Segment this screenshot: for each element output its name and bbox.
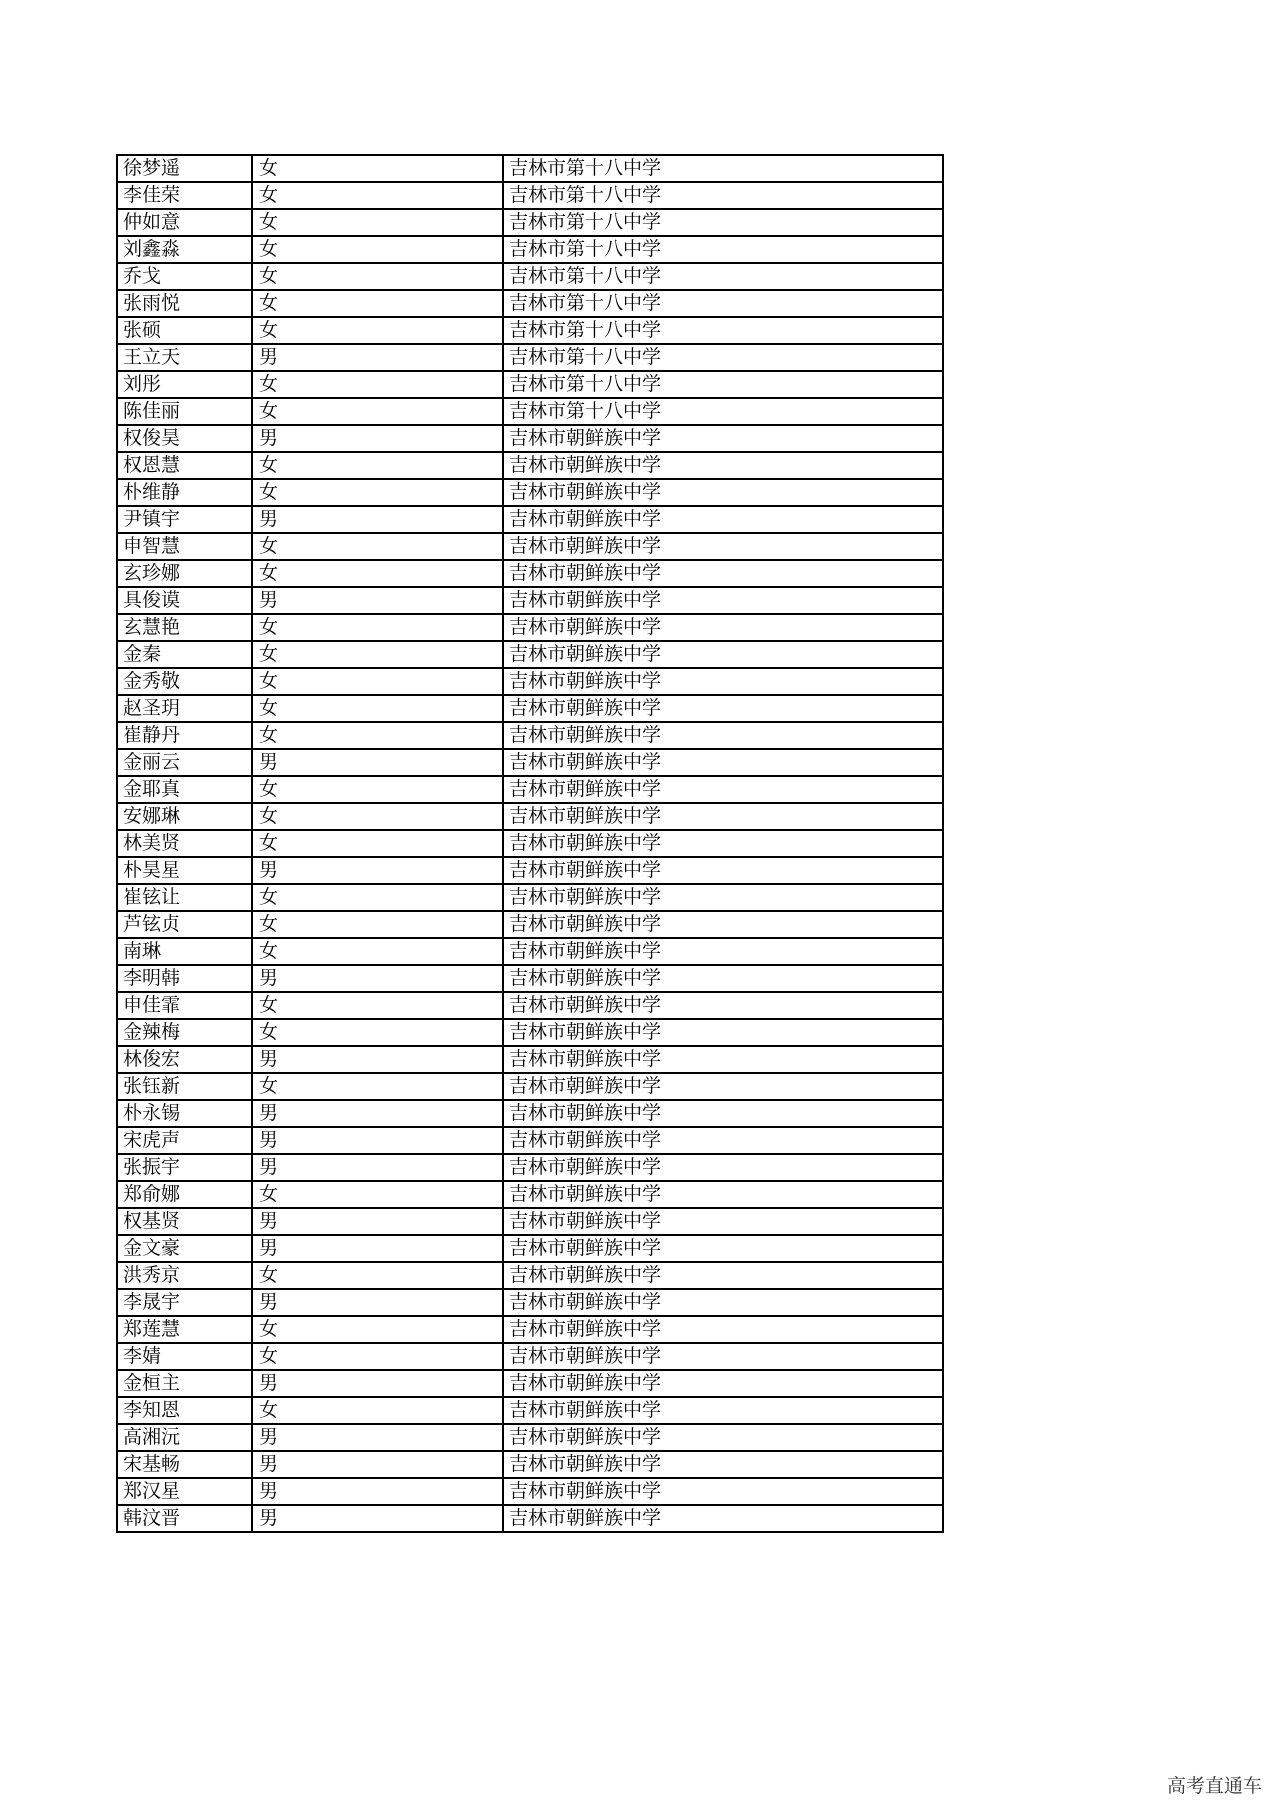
- gender-cell: 女: [252, 182, 503, 209]
- table-row: [117, 1424, 943, 1451]
- gender-cell: 男: [252, 587, 503, 614]
- student-name-cell: 金耶真: [117, 776, 252, 803]
- gender-cell: 女: [252, 992, 503, 1019]
- gender-cell: 女: [252, 290, 503, 317]
- school-cell: 吉林市朝鲜族中学: [503, 1127, 943, 1154]
- school-cell: 吉林市朝鲜族中学: [503, 1397, 943, 1424]
- school-cell: 吉林市第十八中学: [503, 155, 943, 182]
- student-name-cell: 王立天: [117, 344, 252, 371]
- gender-cell: 男: [252, 1451, 503, 1478]
- school-cell: 吉林市朝鲜族中学: [503, 965, 943, 992]
- school-cell: 吉林市朝鲜族中学: [503, 560, 943, 587]
- student-name-cell: 金桓主: [117, 1370, 252, 1397]
- gender-cell: 男: [252, 1478, 503, 1505]
- school-cell: 吉林市朝鲜族中学: [503, 1370, 943, 1397]
- school-cell: 吉林市朝鲜族中学: [503, 425, 943, 452]
- school-cell: 吉林市朝鲜族中学: [503, 1019, 943, 1046]
- table-row: [117, 965, 943, 992]
- table-row: [117, 1019, 943, 1046]
- student-name-cell: 乔戈: [117, 263, 252, 290]
- table-row: [117, 938, 943, 965]
- table-row: [117, 398, 943, 425]
- gender-cell: 女: [252, 452, 503, 479]
- school-cell: 吉林市朝鲜族中学: [503, 1343, 943, 1370]
- table-row: [117, 1343, 943, 1370]
- table-row: [117, 1370, 943, 1397]
- gender-cell: 女: [252, 911, 503, 938]
- student-name-cell: 李晟宇: [117, 1289, 252, 1316]
- school-cell: 吉林市朝鲜族中学: [503, 803, 943, 830]
- table-row: [117, 371, 943, 398]
- school-cell: 吉林市第十八中学: [503, 398, 943, 425]
- student-name-cell: 金文豪: [117, 1235, 252, 1262]
- table-row: [117, 290, 943, 317]
- student-list-body: [117, 155, 943, 1532]
- table-row: [117, 1289, 943, 1316]
- table-row: [117, 1451, 943, 1478]
- watermark-text: 高考直通车: [1166, 1775, 1262, 1797]
- table-row: [117, 749, 943, 776]
- gender-cell: 女: [252, 1397, 503, 1424]
- table-row: [117, 1181, 943, 1208]
- student-name-cell: 张钰新: [117, 1073, 252, 1100]
- school-cell: 吉林市朝鲜族中学: [503, 614, 943, 641]
- table-row: [117, 1073, 943, 1100]
- student-name-cell: 郑莲慧: [117, 1316, 252, 1343]
- school-cell: 吉林市朝鲜族中学: [503, 452, 943, 479]
- school-cell: 吉林市第十八中学: [503, 290, 943, 317]
- student-name-cell: 金辣梅: [117, 1019, 252, 1046]
- table-row: [117, 641, 943, 668]
- school-cell: 吉林市朝鲜族中学: [503, 1154, 943, 1181]
- table-row: [117, 560, 943, 587]
- school-cell: 吉林市朝鲜族中学: [503, 1478, 943, 1505]
- student-name-cell: 韩汶晋: [117, 1505, 252, 1532]
- student-name-cell: 朴维静: [117, 479, 252, 506]
- school-cell: 吉林市朝鲜族中学: [503, 641, 943, 668]
- gender-cell: 女: [252, 236, 503, 263]
- student-name-cell: 刘彤: [117, 371, 252, 398]
- table-row: [117, 1235, 943, 1262]
- school-cell: 吉林市朝鲜族中学: [503, 1316, 943, 1343]
- student-name-cell: 郑汉星: [117, 1478, 252, 1505]
- school-cell: 吉林市朝鲜族中学: [503, 857, 943, 884]
- student-name-cell: 李知恩: [117, 1397, 252, 1424]
- gender-cell: 女: [252, 803, 503, 830]
- school-cell: 吉林市朝鲜族中学: [503, 1046, 943, 1073]
- student-name-cell: 宋虎声: [117, 1127, 252, 1154]
- gender-cell: 男: [252, 1289, 503, 1316]
- gender-cell: 男: [252, 1100, 503, 1127]
- table-row: [117, 236, 943, 263]
- student-name-cell: 朴永锡: [117, 1100, 252, 1127]
- gender-cell: 男: [252, 1235, 503, 1262]
- student-name-cell: 金秀敬: [117, 668, 252, 695]
- table-row: [117, 182, 943, 209]
- gender-cell: 女: [252, 722, 503, 749]
- gender-cell: 女: [252, 1262, 503, 1289]
- school-cell: 吉林市朝鲜族中学: [503, 533, 943, 560]
- gender-cell: 女: [252, 830, 503, 857]
- table-row: [117, 587, 943, 614]
- school-cell: 吉林市朝鲜族中学: [503, 1073, 943, 1100]
- student-name-cell: 申智慧: [117, 533, 252, 560]
- school-cell: 吉林市朝鲜族中学: [503, 776, 943, 803]
- student-name-cell: 金丽云: [117, 749, 252, 776]
- student-name-cell: 具俊谟: [117, 587, 252, 614]
- school-cell: 吉林市朝鲜族中学: [503, 1262, 943, 1289]
- gender-cell: 女: [252, 533, 503, 560]
- school-cell: 吉林市朝鲜族中学: [503, 1235, 943, 1262]
- table-row: [117, 776, 943, 803]
- student-name-cell: 宋基畅: [117, 1451, 252, 1478]
- school-cell: 吉林市朝鲜族中学: [503, 992, 943, 1019]
- school-cell: 吉林市朝鲜族中学: [503, 1505, 943, 1532]
- student-name-cell: 徐梦遥: [117, 155, 252, 182]
- table-row: [117, 911, 943, 938]
- school-cell: 吉林市第十八中学: [503, 317, 943, 344]
- school-cell: 吉林市朝鲜族中学: [503, 1100, 943, 1127]
- table-row: [117, 1478, 943, 1505]
- gender-cell: 男: [252, 749, 503, 776]
- student-name-cell: 李明韩: [117, 965, 252, 992]
- school-cell: 吉林市第十八中学: [503, 236, 943, 263]
- school-cell: 吉林市朝鲜族中学: [503, 830, 943, 857]
- gender-cell: 女: [252, 938, 503, 965]
- student-name-cell: 仲如意: [117, 209, 252, 236]
- gender-cell: 男: [252, 1046, 503, 1073]
- school-cell: 吉林市朝鲜族中学: [503, 587, 943, 614]
- gender-cell: 男: [252, 1424, 503, 1451]
- table-row: [117, 533, 943, 560]
- student-name-cell: 林俊宏: [117, 1046, 252, 1073]
- gender-cell: 男: [252, 857, 503, 884]
- school-cell: 吉林市朝鲜族中学: [503, 695, 943, 722]
- student-name-cell: 金秦: [117, 641, 252, 668]
- school-cell: 吉林市第十八中学: [503, 263, 943, 290]
- gender-cell: 男: [252, 1127, 503, 1154]
- student-name-cell: 郑俞娜: [117, 1181, 252, 1208]
- table-row: [117, 317, 943, 344]
- student-name-cell: 玄珍娜: [117, 560, 252, 587]
- gender-cell: 男: [252, 1505, 503, 1532]
- student-name-cell: 朴昊星: [117, 857, 252, 884]
- student-list-table: [116, 154, 944, 1533]
- school-cell: 吉林市第十八中学: [503, 371, 943, 398]
- table-row: [117, 668, 943, 695]
- school-cell: 吉林市朝鲜族中学: [503, 1451, 943, 1478]
- gender-cell: 男: [252, 425, 503, 452]
- student-name-cell: 安娜琳: [117, 803, 252, 830]
- student-name-cell: 张振宇: [117, 1154, 252, 1181]
- gender-cell: 女: [252, 614, 503, 641]
- school-cell: 吉林市第十八中学: [503, 182, 943, 209]
- table-row: [117, 884, 943, 911]
- student-name-cell: 权基贤: [117, 1208, 252, 1235]
- school-cell: 吉林市朝鲜族中学: [503, 722, 943, 749]
- table-row: [117, 1127, 943, 1154]
- student-name-cell: 林美贤: [117, 830, 252, 857]
- gender-cell: 女: [252, 317, 503, 344]
- gender-cell: 女: [252, 263, 503, 290]
- gender-cell: 女: [252, 560, 503, 587]
- table-row: [117, 722, 943, 749]
- student-name-cell: 刘鑫淼: [117, 236, 252, 263]
- school-cell: 吉林市朝鲜族中学: [503, 749, 943, 776]
- student-name-cell: 崔铉让: [117, 884, 252, 911]
- gender-cell: 女: [252, 155, 503, 182]
- gender-cell: 男: [252, 1154, 503, 1181]
- table-row: [117, 1262, 943, 1289]
- gender-cell: 女: [252, 1073, 503, 1100]
- student-name-cell: 权恩慧: [117, 452, 252, 479]
- table-row: [117, 857, 943, 884]
- school-cell: 吉林市朝鲜族中学: [503, 668, 943, 695]
- table-row: [117, 1316, 943, 1343]
- gender-cell: 女: [252, 479, 503, 506]
- student-name-cell: 张雨悦: [117, 290, 252, 317]
- student-name-cell: 赵圣玥: [117, 695, 252, 722]
- school-cell: 吉林市第十八中学: [503, 344, 943, 371]
- table-row: [117, 209, 943, 236]
- gender-cell: 女: [252, 1343, 503, 1370]
- student-name-cell: 尹镇宇: [117, 506, 252, 533]
- table-row: [117, 452, 943, 479]
- school-cell: 吉林市第十八中学: [503, 209, 943, 236]
- table-row: [117, 1505, 943, 1532]
- table-row: [117, 614, 943, 641]
- gender-cell: 男: [252, 506, 503, 533]
- gender-cell: 女: [252, 884, 503, 911]
- student-name-cell: 崔静丹: [117, 722, 252, 749]
- table-row: [117, 830, 943, 857]
- student-name-cell: 陈佳丽: [117, 398, 252, 425]
- table-row: [117, 1154, 943, 1181]
- school-cell: 吉林市朝鲜族中学: [503, 1208, 943, 1235]
- gender-cell: 男: [252, 344, 503, 371]
- table-row: [117, 992, 943, 1019]
- student-name-cell: 李佳荣: [117, 182, 252, 209]
- gender-cell: 女: [252, 371, 503, 398]
- gender-cell: 男: [252, 1208, 503, 1235]
- table-row: [117, 155, 943, 182]
- student-name-cell: 李婧: [117, 1343, 252, 1370]
- table-row: [117, 1100, 943, 1127]
- table-row: [117, 1397, 943, 1424]
- gender-cell: 女: [252, 776, 503, 803]
- school-cell: 吉林市朝鲜族中学: [503, 1289, 943, 1316]
- gender-cell: 女: [252, 1019, 503, 1046]
- gender-cell: 男: [252, 965, 503, 992]
- student-name-cell: 芦铉贞: [117, 911, 252, 938]
- gender-cell: 女: [252, 209, 503, 236]
- table-row: [117, 479, 943, 506]
- student-name-cell: 高湘沅: [117, 1424, 252, 1451]
- student-name-cell: 洪秀京: [117, 1262, 252, 1289]
- table-row: [117, 1046, 943, 1073]
- gender-cell: 女: [252, 1316, 503, 1343]
- table-row: [117, 803, 943, 830]
- table-row: [117, 263, 943, 290]
- student-name-cell: 权俊昊: [117, 425, 252, 452]
- student-name-cell: 玄慧艳: [117, 614, 252, 641]
- table-row: [117, 1208, 943, 1235]
- school-cell: 吉林市朝鲜族中学: [503, 506, 943, 533]
- student-name-cell: 张硕: [117, 317, 252, 344]
- table-row: [117, 344, 943, 371]
- gender-cell: 男: [252, 1370, 503, 1397]
- gender-cell: 女: [252, 641, 503, 668]
- school-cell: 吉林市朝鲜族中学: [503, 1424, 943, 1451]
- table-row: [117, 506, 943, 533]
- gender-cell: 女: [252, 668, 503, 695]
- school-cell: 吉林市朝鲜族中学: [503, 938, 943, 965]
- school-cell: 吉林市朝鲜族中学: [503, 884, 943, 911]
- school-cell: 吉林市朝鲜族中学: [503, 911, 943, 938]
- table-row: [117, 425, 943, 452]
- student-name-cell: 申佳霏: [117, 992, 252, 1019]
- table-row: [117, 695, 943, 722]
- gender-cell: 女: [252, 1181, 503, 1208]
- student-name-cell: 南琳: [117, 938, 252, 965]
- gender-cell: 女: [252, 398, 503, 425]
- school-cell: 吉林市朝鲜族中学: [503, 479, 943, 506]
- gender-cell: 女: [252, 695, 503, 722]
- school-cell: 吉林市朝鲜族中学: [503, 1181, 943, 1208]
